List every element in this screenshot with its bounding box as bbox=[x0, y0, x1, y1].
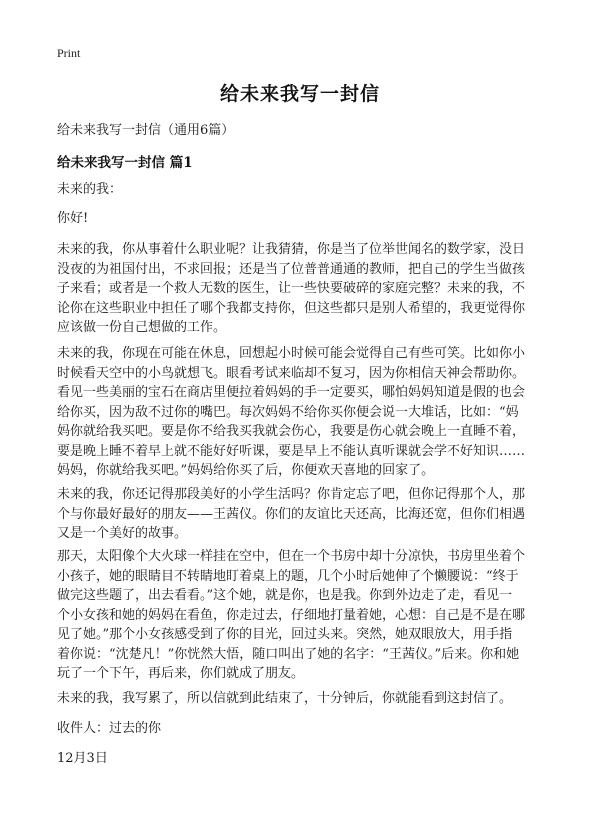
paragraph-line: 着你说：“沈楚凡！”你恍然大悟，随口叫出了她的名字：“王茜仪。”后来。你和她 bbox=[57, 646, 520, 662]
paragraph-line: 没夜的为祖国付出，不求回报；还是当了位普普通通的教师，把自己的学生当做孩 bbox=[57, 261, 526, 277]
greeting-line: 未来的我： bbox=[57, 182, 123, 197]
hello-line: 你好! bbox=[57, 211, 89, 226]
print-label: Print bbox=[57, 46, 81, 60]
paragraph-3 bbox=[57, 485, 551, 544]
section-heading: 给未来我写一封信 篇1 bbox=[57, 155, 193, 171]
paragraph-line: 又是一个美好的故事。 bbox=[57, 526, 188, 541]
paragraph-line: 应该做一份自己想做的工作。 bbox=[57, 320, 227, 335]
paragraph-line: 子来看；或者是一个救人无数的医生，让一些快要破碎的家庭完整？未来的我，不 bbox=[57, 281, 526, 296]
paragraph-5 bbox=[57, 689, 551, 709]
paragraph-line: 要是晚上睡不着早上就不能好好听课，要是早上不能认真听课就会学不好知识…… bbox=[57, 443, 526, 459]
paragraph-line: 时候看天空中的小鸟就想飞。眼看考试来临却不复习，因为你相信天神会帮助你。 bbox=[57, 365, 526, 381]
paragraph-line: 未来的我，你还记得那段美好的小学生活吗？你肯定忘了吧，但你记得那个人，那 bbox=[57, 487, 526, 502]
paragraph-line: 那天，太阳像个大火球一样挂在空中，但在一个书房中却十分凉快，书房里坐着个 bbox=[57, 549, 526, 564]
document-subtitle: 给未来我写一封信（通用6篇） bbox=[57, 123, 235, 138]
paragraph-line: 未来的我，我写累了，所以信就到此结束了，十分钟后，你就能看到这封信了。 bbox=[57, 691, 513, 706]
paragraph-line: 未来的我，你从事着什么职业呢？让我猜猜，你是当了位举世闻名的数学家，没日 bbox=[57, 242, 526, 257]
paragraph-line: 看见一些美丽的宝石在商店里便拉着妈妈的手一定要买，哪怕妈妈知道是假的也会 bbox=[57, 385, 526, 400]
paragraph-line: 未来的我，你现在可能在休息，回想起小时候可能会觉得自己有些可笑。比如你小 bbox=[57, 346, 526, 361]
paragraph-line: 给你买，因为敌不过你的嘴巴。每次妈妈不给你买你便会说一大堆话，比如：“妈 bbox=[57, 404, 519, 420]
receiver-line: 收件人：过去的你 bbox=[57, 721, 162, 736]
paragraph-line: 小孩子，她的眼睛目不转睛地盯着桌上的题，几个小时后她伸了个懒腰说：“终于 bbox=[57, 568, 519, 584]
paragraph-line: 玩了一个下午，再后来，你们就成了朋友。 bbox=[57, 666, 305, 681]
paragraph-line: 个小女孩和她的妈妈在看鱼，你走过去，仔细地打量着她，心想：自己是不是在哪 bbox=[57, 607, 526, 623]
paragraph-line: 妈妈，你就给我买吧。”妈妈给你买了后，你便欢天喜地的回家了。 bbox=[57, 463, 435, 478]
paragraph-line: 妈你就给我买吧。要是你不给我买我就会伤心，我要是伤心就会晚上一直睡不着， bbox=[57, 424, 526, 439]
paragraph-1 bbox=[57, 240, 551, 338]
paragraph-line: 论你在这些职业中担任了哪个我都支持你，但这些都只是别人希望的，我更觉得你 bbox=[57, 300, 526, 316]
date-line: 12月3日 bbox=[57, 751, 108, 766]
paragraph-2 bbox=[57, 344, 551, 481]
paragraph-line: 个与你最好最好的朋友——王茜仪。你们的友谊比天还高，比海还宽，但你们相遇 bbox=[57, 506, 526, 522]
page-title: 给未来我写一封信 bbox=[219, 83, 380, 105]
paragraph-line: 见了她。”那个小女孩感受到了你的目光，回过头来。突然，她双眼放大，用手指 bbox=[57, 627, 513, 642]
paragraph-4 bbox=[57, 547, 551, 684]
paragraph-line: 做完这些题了，出去看看。”这个她，就是你，也是我。你到外边走了走，看见一 bbox=[57, 588, 513, 603]
